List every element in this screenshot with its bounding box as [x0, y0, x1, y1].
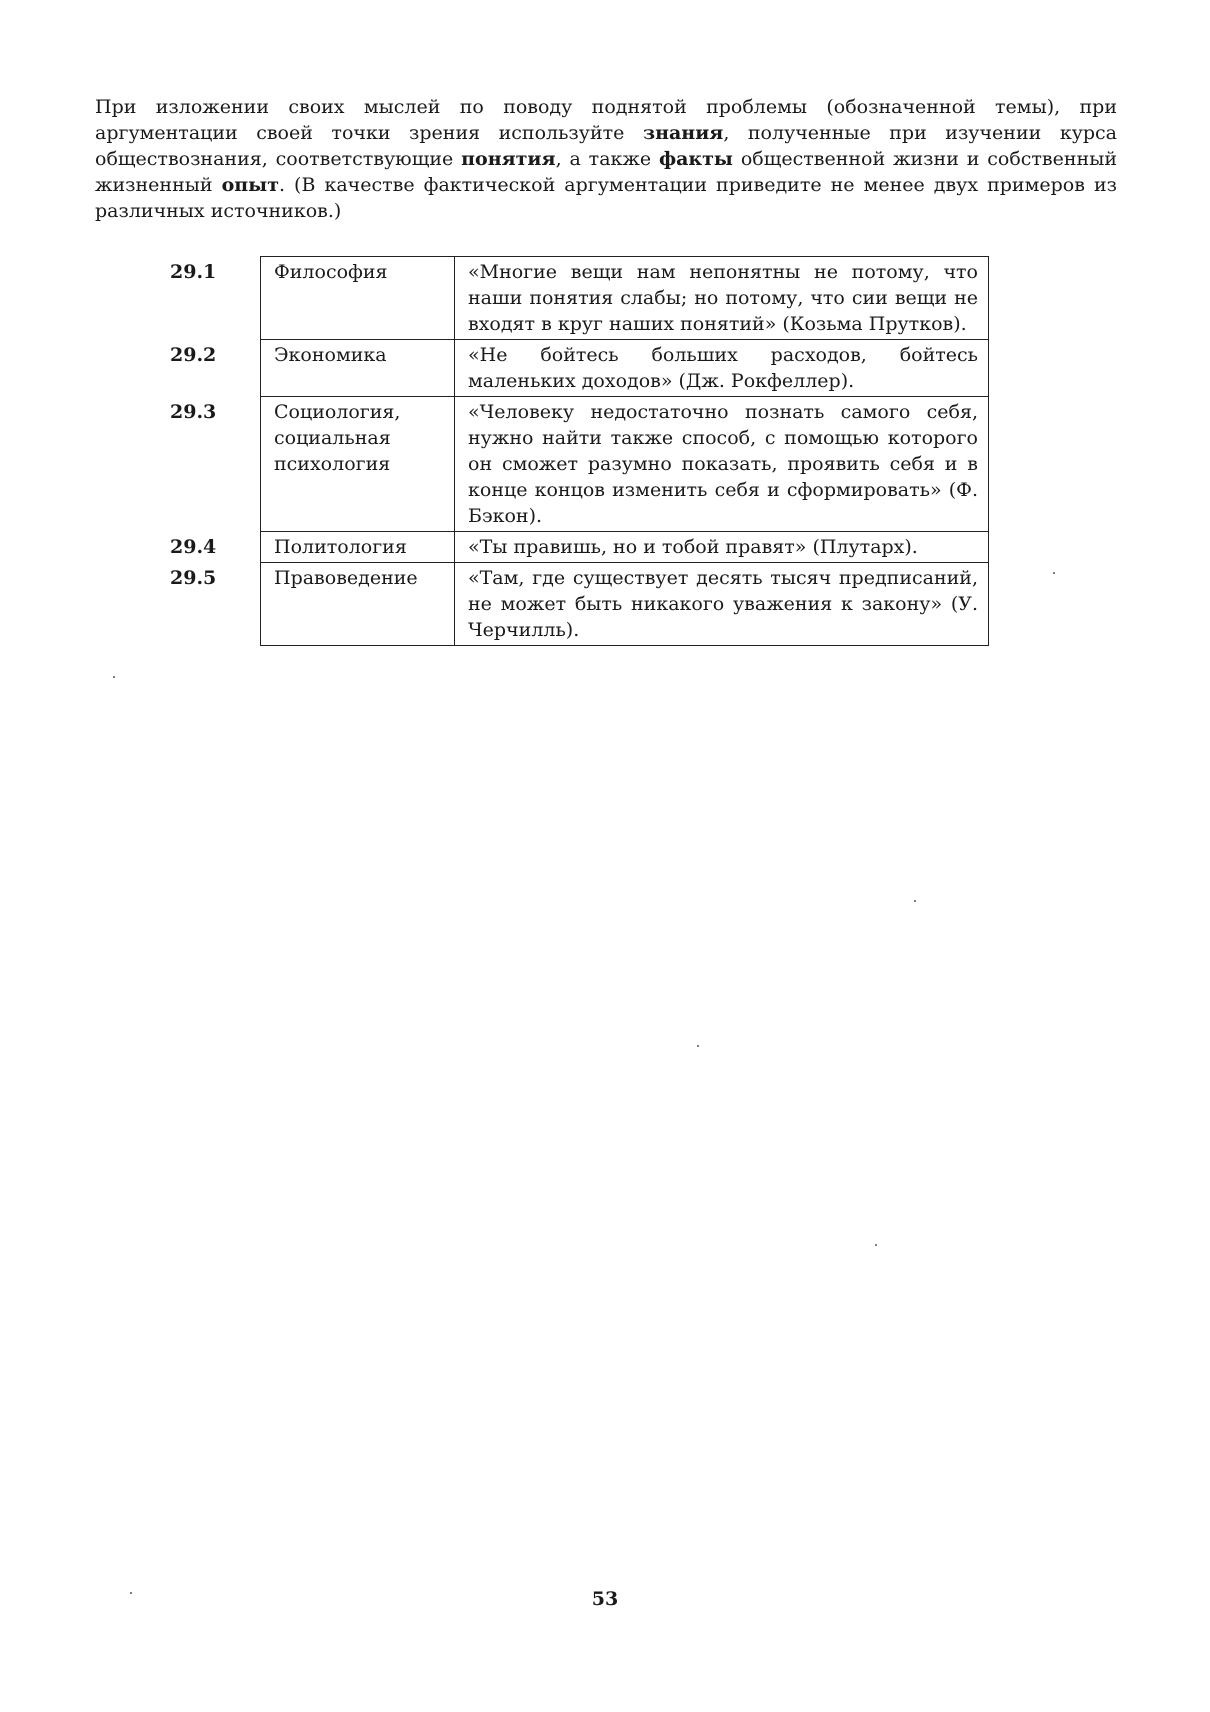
topics-table — [160, 256, 989, 646]
table-row — [160, 257, 989, 340]
keyword-facts: факты — [658, 148, 733, 170]
topic-quote: «Там, где существует десять тысяч предписаний, не может быть никакого уважения к закону» (У. Черчилль). — [455, 563, 989, 646]
instructions-text-5: . (В качестве фактической аргументации приведите не менее двух примеров из различных источников.) — [95, 174, 1117, 222]
topic-quote: «Ты правишь, но и тобой правят» (Плутарх). — [455, 532, 989, 563]
instructions-text-1: При изложении своих мыслей по поводу поднятой проблемы (обозначенной темы), при аргументации своей точки зрения используйте — [95, 96, 1117, 144]
scan-speck — [697, 1045, 699, 1047]
topic-number: 29.1 — [170, 260, 217, 283]
scan-speck — [1053, 572, 1055, 574]
table-row — [160, 340, 989, 397]
topic-subject: Социология, социальная психология — [261, 397, 455, 532]
page-number: 53 — [591, 1588, 619, 1610]
topic-number: 29.2 — [170, 343, 217, 366]
keyword-experience: опыт — [221, 174, 279, 196]
instructions-text-2: , полученные при изучении курса обществознания, соответствующие — [95, 122, 1117, 170]
keyword-concepts: понятия — [461, 148, 556, 170]
instructions-text-4: общественной жизни и собственный жизненный — [95, 148, 1117, 196]
topic-quote: «Человеку недостаточно познать самого себя, нужно найти также способ, с помощью которого он сможет разумно показать, проявить себя и в конце концов изменить себя и сформировать» (Ф. Бэкон). — [455, 397, 989, 532]
table-row — [160, 397, 989, 532]
scan-speck — [875, 1244, 877, 1246]
table-row — [160, 563, 989, 646]
topic-number: 29.5 — [170, 566, 217, 589]
instructions-paragraph — [95, 94, 1117, 224]
topic-subject: Политология — [261, 532, 455, 563]
instructions-text-3: , а также — [555, 148, 659, 170]
keyword-knowledge: знания — [642, 122, 724, 144]
scan-speck — [914, 900, 916, 902]
scan-speck — [113, 676, 115, 678]
topic-quote: «Не бойтесь больших расходов, бойтесь маленьких доходов» (Дж. Рокфеллер). — [455, 340, 989, 397]
topic-quote: «Многие вещи нам непонятны не потому, что наши понятия слабы; но потому, что сии вещи не входят в круг наших понятий» (Козьма Прутков). — [455, 257, 989, 340]
topic-number: 29.4 — [170, 535, 217, 558]
topic-number: 29.3 — [170, 400, 217, 423]
topic-subject: Философия — [261, 257, 455, 340]
table-row — [160, 532, 989, 563]
topic-subject: Правоведение — [261, 563, 455, 646]
topic-subject: Экономика — [261, 340, 455, 397]
